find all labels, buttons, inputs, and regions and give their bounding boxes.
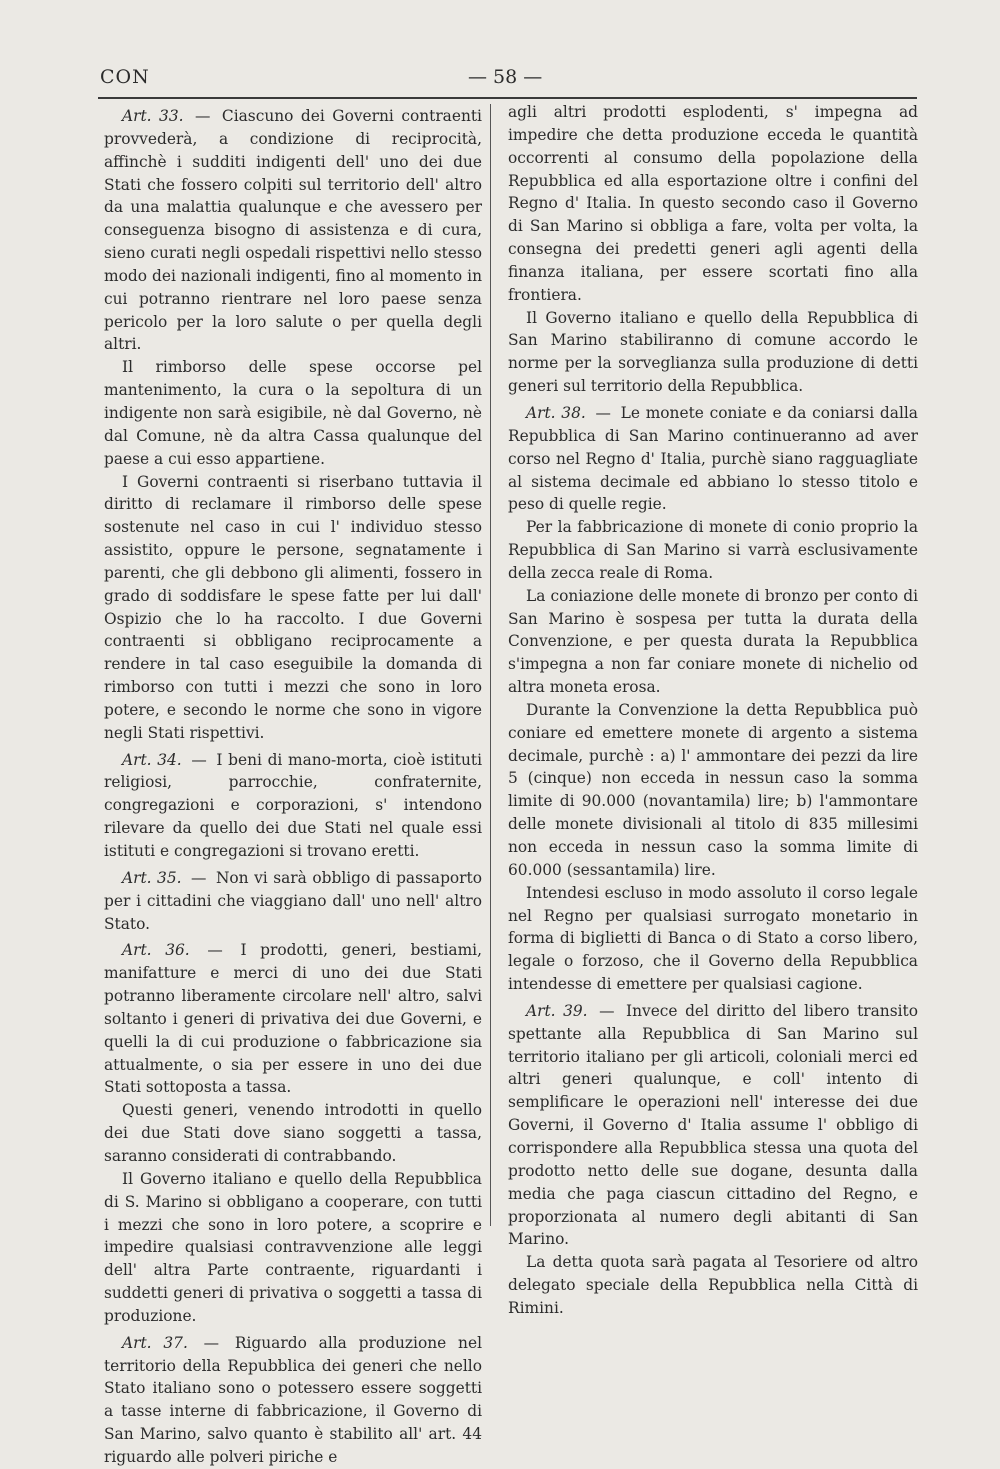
article-label: Art. 37. [122,1333,188,1352]
paragraph-text: Invece del diritto del libero transito spettante alla Repubblica di San Marino sul territorio italiano per gli articoli, coloniali merci ed altri generi qualunque, e coll' intento di semplificare le operazioni nell' interesse dei due Governi, il Governo d' Italia assume l' obbligo di corrispondere alla Repubblica stessa una quota del prodotto netto delle sue dogane, desunta dalla media che paga ciascun cittadino del Regno, e proporzionata al numero degli abitanti di San Marino. [508,1001,918,1249]
paragraph-text: Durante la Convenzione la detta Repubblica può coniare ed emettere monete di argento a sistema decimale, purchè : a) l' ammontare dei pezzi da lire 5 (cinque) non ecceda in nessun caso la somma limite di 90.000 (novantamila) lire; b) l'ammontare delle monete divisionali al titolo di 835 millesimi non ecceda in nessun caso la somma limite di 60.000 (sessantamila) lire. [508,700,918,879]
article-paragraph [508,402,918,516]
paragraph-text: Il Governo italiano e quello della Repubblica di San Marino stabiliranno di comune accordo le norme per la sorveglianza sulla produzione di detti generi sul territorio della Repubblica. [508,308,918,396]
article-paragraph [104,1332,482,1469]
article-dash: — [185,750,213,769]
article-dash: — [187,107,218,125]
header-rule [98,97,917,99]
article-paragraph [104,749,482,863]
column-divider [490,104,491,1226]
article-label: Art. 33. [122,107,184,125]
paragraph-text: Le monete coniate e da coniarsi dalla Repubblica di San Marino continueranno ad aver corso nel Regno d' Italia, purchè siano ragguagliate al sistema decimale ed abbiano lo stesso titolo e peso di quelle regie. [508,403,918,514]
article-dash: — [589,403,617,422]
article-paragraph [104,105,482,356]
paragraph-text: I prodotti, generi, bestiami, manifatture e merci di uno dei due Stati potranno liberamente circolare nell' altro, salvi soltanto i generi di privativa dei due Governi, e quelli la di cui produzione o fabbricazione sia attualmente, o sia per essere in uno dei due Stati sottoposta a tassa. [104,941,482,1097]
page-number: — 58 — [468,66,543,88]
paragraph-text: Non vi sarà obbligo di passaporto per i cittadini che viaggiano dall' uno nell' altro Stato. [104,868,482,933]
paragraph-text: Riguardo alla produzione nel territorio della Repubblica dei generi che nello Stato italiano sono o potessero essere soggetti a tasse interne di fabbricazione, il Governo di San Marino, salvo quanto è stabilito all' art. 44 riguardo alle polveri piriche e [104,1333,482,1466]
right-column [508,101,918,1320]
paragraph [508,101,918,307]
article-paragraph [104,939,482,1099]
paragraph [508,585,918,699]
article-dash: — [193,941,237,960]
paragraph [508,307,918,398]
article-label: Art. 34. [122,750,182,769]
paragraph-text: Intendesi escluso in modo assoluto il corso legale nel Regno per qualsiasi surrogato monetario in forma di biglietti di Banca o di Stato a corso libero, legale o forzoso, che il Governo della Repubblica intendesse di emettere per qualsiasi cagione. [508,883,918,994]
paragraph-text: I Governi contraenti si riserbano tuttavia il diritto di reclamare il rimborso delle spese sostenute nel caso in cui l' individuo stesso assistito, oppure le persone, segnatamente i parenti, che gli debbono gli alimenti, fossero in grado di soddisfare le spese fatte per lui dall' Ospizio che lo ha raccolto. I due Governi contraenti si obbligano reciprocamente a rendere in tal caso eseguibile la domanda di rimborso con tutti i mezzi che sono in loro potere, e secondo le norme che sono in vigore negli Stati rispettivi. [104,472,482,742]
paragraph-text: Per la fabbricazione di monete di conio proprio la Repubblica di San Marino si varrà esclusivamente della zecca reale di Roma. [508,518,918,582]
article-paragraph [508,1000,918,1251]
article-label: Art. 39. [526,1001,588,1020]
paragraph [104,1099,482,1168]
paragraph [508,516,918,585]
article-dash: — [591,1001,623,1020]
paragraph-text: Il Governo italiano e quello della Repubblica di S. Marino si obbligano a cooperare, con tutti i mezzi che sono in loro potere, a scoprire e impedire qualsiasi contravvenzione alle leggi dell' altra Parte contraente, riguardanti i suddetti generi di privativa o soggetti a tassa di produzione. [104,1169,482,1325]
article-paragraph [104,867,482,936]
left-column [104,101,482,1469]
paragraph-text: Ciascuno dei Governi contraenti provvederà, a condizione di reciprocità, affinchè i sudditi indigenti dell' uno dei due Stati che fossero colpiti sul territorio dell' altro da una malattia qualunque e che avessero per conseguenza bisogno di assistenza e di cura, sieno curati negli ospedali rispettivi nello stesso modo dei nazionali indigenti, fino al momento in cui potranno rientrare nel loro paese senza pericolo per la loro salute o per quella degli altri. [104,107,482,354]
paragraph [104,356,482,470]
paragraph [104,1168,482,1328]
paragraph-text: La coniazione delle monete di bronzo per conto di San Marino è sospesa per tutta la durata della Convenzione, e per questa durata la Repubblica s'impegna a non far coniare monete di nichelio od altra moneta erosa. [508,586,918,697]
article-dash: — [191,1333,231,1352]
running-head: CON [100,66,150,88]
paragraph [508,882,918,996]
article-dash: — [185,868,212,887]
article-label: Art. 35. [122,868,182,887]
paragraph-text: I beni di mano-morta, cioè istituti religiosi, parrocchie, confraternite, congregazioni e corporazioni, s' intendono rilevare da quello dei due Stati nel quale essi istituti e congregazioni si trovano eretti. [104,750,482,860]
paragraph [104,471,482,745]
paragraph [508,1251,918,1320]
paragraph-text: Il rimborso delle spese occorse pel mantenimento, la cura o la sepoltura di un indigente non sarà esigibile, nè dal Governo, nè dal Comune, nè da altra Cassa qualunque del paese a cui esso appartiene. [104,358,482,468]
article-label: Art. 36. [122,941,190,960]
paragraph [508,699,918,882]
article-label: Art. 38. [526,403,586,422]
paragraph-text: La detta quota sarà pagata al Tesoriere od altro delegato speciale della Repubblica nella Città di Rimini. [508,1253,918,1317]
paragraph-text: Questi generi, venendo introdotti in quello dei due Stati dove siano soggetti a tassa, saranno considerati di contrabbando. [104,1101,482,1165]
paragraph-text: agli altri prodotti esplodenti, s' impegna ad impedire che detta produzione ecceda le quantità occorrenti al consumo della popolazione della Repubblica ed alla esportazione oltre i confini del Regno d' Italia. In questo secondo caso il Governo di San Marino si obbliga a fare, volta per volta, la consegna dei predetti generi agli agenti della finanza italiana, per essere scortati fino alla frontiera. [508,103,918,304]
